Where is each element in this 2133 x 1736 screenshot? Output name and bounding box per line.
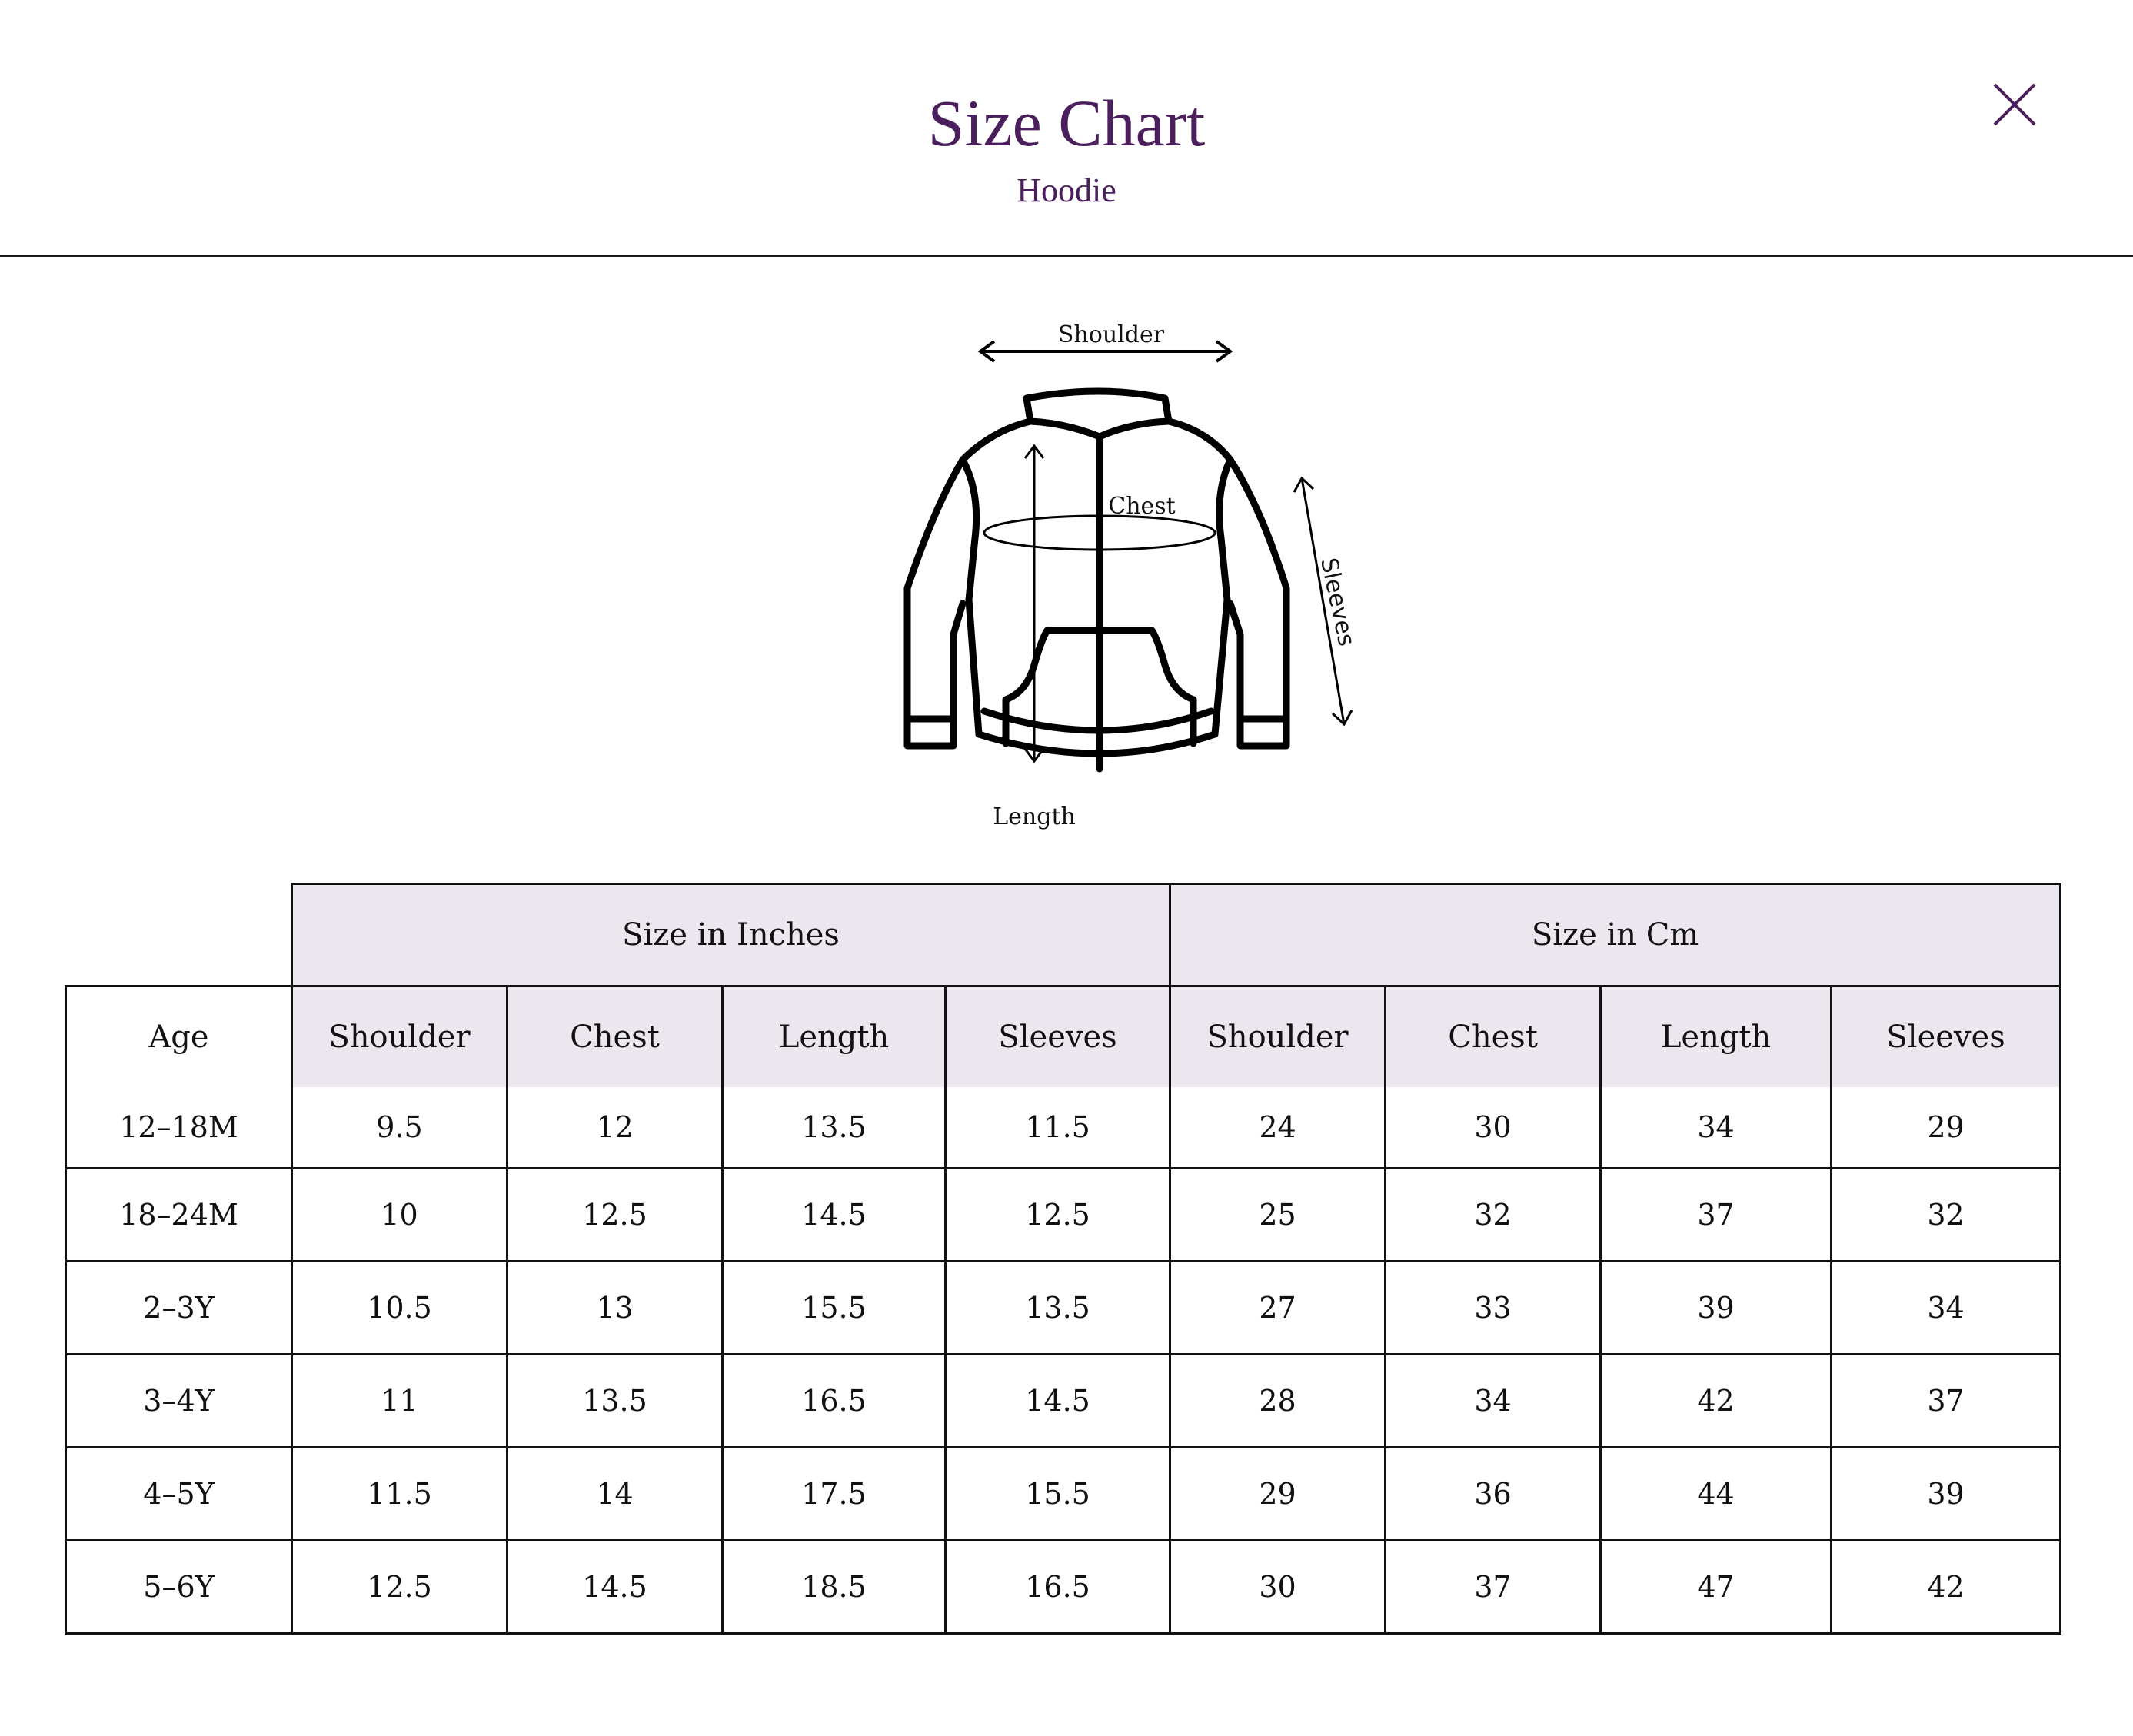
value-cell: 37 (1386, 1541, 1601, 1634)
column-header-length-in: Length (723, 986, 946, 1088)
column-header-chest-cm: Chest (1386, 986, 1601, 1088)
size-table (65, 883, 2061, 1635)
value-cell: 34 (1832, 1262, 2061, 1355)
column-header-shoulder-in: Shoulder (292, 986, 507, 1088)
value-cell: 10 (292, 1169, 507, 1262)
value-cell: 10.5 (292, 1262, 507, 1355)
value-cell: 14.5 (507, 1541, 723, 1634)
value-cell: 29 (1170, 1448, 1386, 1541)
table-body (66, 1087, 2061, 1634)
value-cell: 16.5 (723, 1355, 946, 1448)
value-cell: 32 (1832, 1169, 2061, 1262)
column-header-chest-in: Chest (507, 986, 723, 1088)
value-cell: 29 (1832, 1087, 2061, 1169)
value-cell: 34 (1601, 1087, 1832, 1169)
table-row (66, 1087, 2061, 1169)
value-cell: 27 (1170, 1262, 1386, 1355)
value-cell: 12 (507, 1087, 723, 1169)
value-cell: 18.5 (723, 1541, 946, 1634)
sleeves-label: Sleeves (1315, 555, 1360, 649)
value-cell: 11 (292, 1355, 507, 1448)
value-cell: 28 (1170, 1355, 1386, 1448)
shoulder-label: Shoulder (1057, 321, 1165, 348)
value-cell: 14.5 (946, 1355, 1170, 1448)
value-cell: 30 (1170, 1541, 1386, 1634)
table-row (66, 1262, 2061, 1355)
value-cell: 24 (1170, 1087, 1386, 1169)
group-header-row (66, 884, 2061, 986)
value-cell: 36 (1386, 1448, 1601, 1541)
age-cell: 5–6Y (66, 1541, 292, 1634)
page-title: Size Chart (927, 86, 1206, 160)
chest-label: Chest (1108, 493, 1176, 520)
value-cell: 12.5 (946, 1169, 1170, 1262)
value-cell: 11.5 (946, 1087, 1170, 1169)
value-cell: 13.5 (507, 1355, 723, 1448)
column-header-shoulder-cm: Shoulder (1170, 986, 1386, 1088)
value-cell: 15.5 (946, 1448, 1170, 1541)
value-cell: 13.5 (946, 1262, 1170, 1355)
close-icon (1984, 74, 2045, 135)
length-arrow (1025, 446, 1043, 761)
value-cell: 39 (1832, 1448, 2061, 1541)
value-cell: 34 (1386, 1355, 1601, 1448)
close-button[interactable] (1984, 74, 2045, 135)
value-cell: 25 (1170, 1169, 1386, 1262)
column-header-row (66, 986, 2061, 1088)
hoodie-diagram (869, 308, 1407, 846)
value-cell: 37 (1601, 1169, 1832, 1262)
table-row (66, 1541, 2061, 1634)
value-cell: 16.5 (946, 1541, 1170, 1634)
value-cell: 42 (1832, 1541, 2061, 1634)
value-cell: 33 (1386, 1262, 1601, 1355)
value-cell: 15.5 (723, 1262, 946, 1355)
value-cell: 13.5 (723, 1087, 946, 1169)
column-header-age: Age (66, 986, 292, 1088)
value-cell: 12.5 (507, 1169, 723, 1262)
column-header-sleeves-in: Sleeves (946, 986, 1170, 1088)
age-cell: 2–3Y (66, 1262, 292, 1355)
age-cell: 3–4Y (66, 1355, 292, 1448)
group-header-cm: Size in Cm (1170, 884, 2061, 986)
value-cell: 17.5 (723, 1448, 946, 1541)
age-cell: 4–5Y (66, 1448, 292, 1541)
group-header-inches: Size in Inches (292, 884, 1170, 986)
value-cell: 42 (1601, 1355, 1832, 1448)
value-cell: 14 (507, 1448, 723, 1541)
value-cell: 13 (507, 1262, 723, 1355)
table-row (66, 1169, 2061, 1262)
header-divider (0, 255, 2133, 257)
value-cell: 37 (1832, 1355, 2061, 1448)
value-cell: 12.5 (292, 1541, 507, 1634)
table-row (66, 1448, 2061, 1541)
length-label: Length (993, 803, 1076, 830)
value-cell: 44 (1601, 1448, 1832, 1541)
page-subtitle: Hoodie (1017, 171, 1116, 209)
hoodie-icon (907, 391, 1286, 769)
table-row (66, 1355, 2061, 1448)
value-cell: 14.5 (723, 1169, 946, 1262)
column-header-sleeves-cm: Sleeves (1832, 986, 2061, 1088)
value-cell: 11.5 (292, 1448, 507, 1541)
value-cell: 47 (1601, 1541, 1832, 1634)
value-cell: 30 (1386, 1087, 1601, 1169)
value-cell: 32 (1386, 1169, 1601, 1262)
table-corner (66, 884, 292, 986)
column-header-length-cm: Length (1601, 986, 1832, 1088)
age-cell: 18–24M (66, 1169, 292, 1262)
value-cell: 9.5 (292, 1087, 507, 1169)
value-cell: 39 (1601, 1262, 1832, 1355)
age-cell: 12–18M (66, 1087, 292, 1169)
